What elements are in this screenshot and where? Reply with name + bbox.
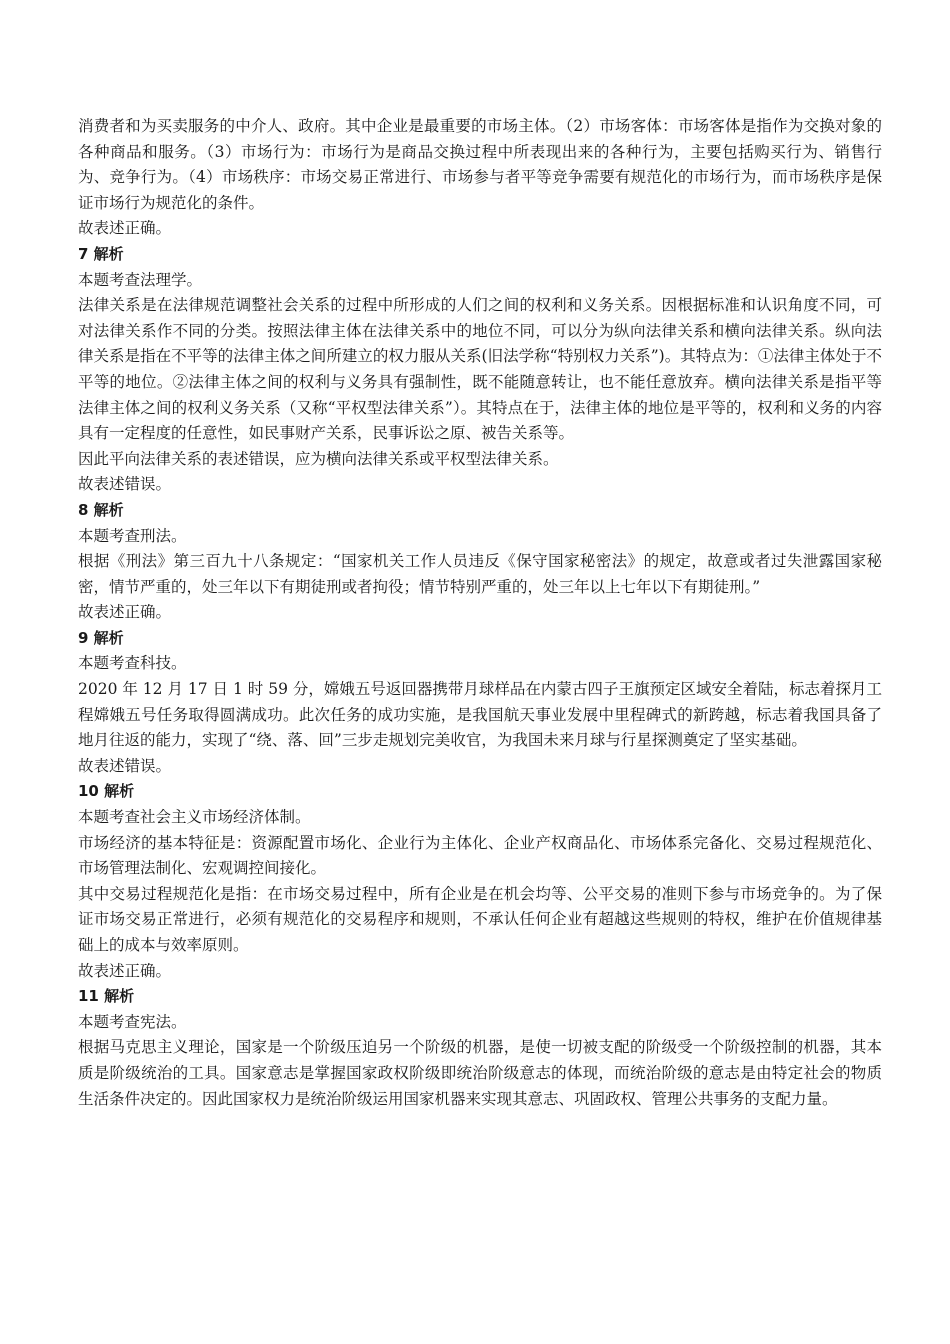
conclusion-10: 故表述正确。 xyxy=(78,961,172,980)
conclusion-8: 故表述正确。 xyxy=(78,603,172,622)
heading-9: 9 解析 xyxy=(78,628,124,647)
topic-9: 本题考查科技。 xyxy=(78,654,187,673)
heading-8: 8 解析 xyxy=(78,500,124,519)
paragraph-10-features: 市场经济的基本特征是：资源配置市场化、企业行为主体化、企业产权商品化、市场体系完备化、交易过程规范化、市场管理法制化、宏观调控间接化。 xyxy=(78,833,882,878)
topic-11: 本题考查宪法。 xyxy=(78,1012,187,1031)
document-body xyxy=(78,114,882,1112)
paragraph-7-note: 因此平向法律关系的表述错误，应为横向法律关系或平权型法律关系。 xyxy=(78,449,559,468)
paragraph-7-body: 法律关系是在法律规范调整社会关系的过程中所形成的人们之间的权利和义务关系。因根据标准和认识角度不同，可对法律关系作不同的分类。按照法律主体在法律关系中的地位不同，可以分为纵向法律关系和横向法律关系。纵向法律关系是指在不平等的法律主体之间所建立的权力服从关系(旧法学称“特别权力关系”)。其特点为：①法律主体处于不平等的地位。②法律主体之间的权利与义务具有强制性，既不能随意转让，也不能任意放弃。横向法律关系是指平等法律主体之间的权利义务关系（又称“平权型法律关系”）。其特点在于，法律主体的地位是平等的，权利和义务的内容具有一定程度的任意性，如民事财产关系，民事诉讼之原、被告关系等。 xyxy=(78,296,882,443)
topic-10: 本题考查社会主义市场经济体制。 xyxy=(78,808,311,827)
paragraph-market-elements: 消费者和为买卖服务的中介人、政府。其中企业是最重要的市场主体。（2）市场客体：市场客体是指作为交换对象的各种商品和服务。（3）市场行为：市场行为是商品交换过程中所表现出来的各种行为，主要包括购买行为、销售行为、竞争行为。（4）市场秩序：市场交易正常进行、市场参与者平等竞争需要有规范化的市场行为，而市场秩序是保证市场行为规范化的条件。 xyxy=(78,117,882,212)
heading-7: 7 解析 xyxy=(78,244,124,263)
conclusion-7: 故表述错误。 xyxy=(78,475,172,494)
paragraph-11-body: 根据马克思主义理论，国家是一个阶级压迫另一个阶级的机器，是使一切被支配的阶级受一个阶级控制的机器，其本质是阶级统治的工具。国家意志是掌握国家政权阶级即统治阶级意志的体现，而统治阶级的意志是由特定社会的物质生活条件决定的。因此国家权力是统治阶级运用国家机器来实现其意志、巩固政权、管理公共事务的支配力量。 xyxy=(78,1038,882,1108)
paragraph-8-body: 根据《刑法》第三百九十八条规定：“国家机关工作人员违反《保守国家秘密法》的规定，故意或者过失泄露国家秘密，情节严重的，处三年以下有期徒刑或者拘役；情节特别严重的，处三年以上七年以下有期徒刑。” xyxy=(78,552,882,596)
topic-8: 本题考查刑法。 xyxy=(78,526,187,545)
paragraph-10-body: 其中交易过程规范化是指：在市场交易过程中，所有企业是在机会均等、公平交易的准则下参与市场竞争的。为了保证市场交易正常进行，必须有规范化的交易程序和规则，不承认任何企业有超越这些规则的特权，维护在价值规律基础上的成本与效率原则。 xyxy=(78,884,882,954)
heading-11: 11 解析 xyxy=(78,987,135,1006)
heading-10: 10 解析 xyxy=(78,782,135,801)
conclusion-6: 故表述正确。 xyxy=(78,219,172,238)
conclusion-9: 故表述错误。 xyxy=(78,756,172,775)
paragraph-9-body: 2020 年 12 月 17 日 1 时 59 分，嫦娥五号返回器携带月球样品在内蒙古四子王旗预定区域安全着陆，标志着探月工程嫦娥五号任务取得圆满成功。此次任务的成功实施，是我国航天事业发展中里程碑式的新跨越，标志着我国具备了地月往返的能力，实现了“绕、落、回”三步走规划完美收官，为我国未来月球与行星探测奠定了坚实基础。 xyxy=(78,680,882,750)
topic-7: 本题考查法理学。 xyxy=(78,270,203,289)
